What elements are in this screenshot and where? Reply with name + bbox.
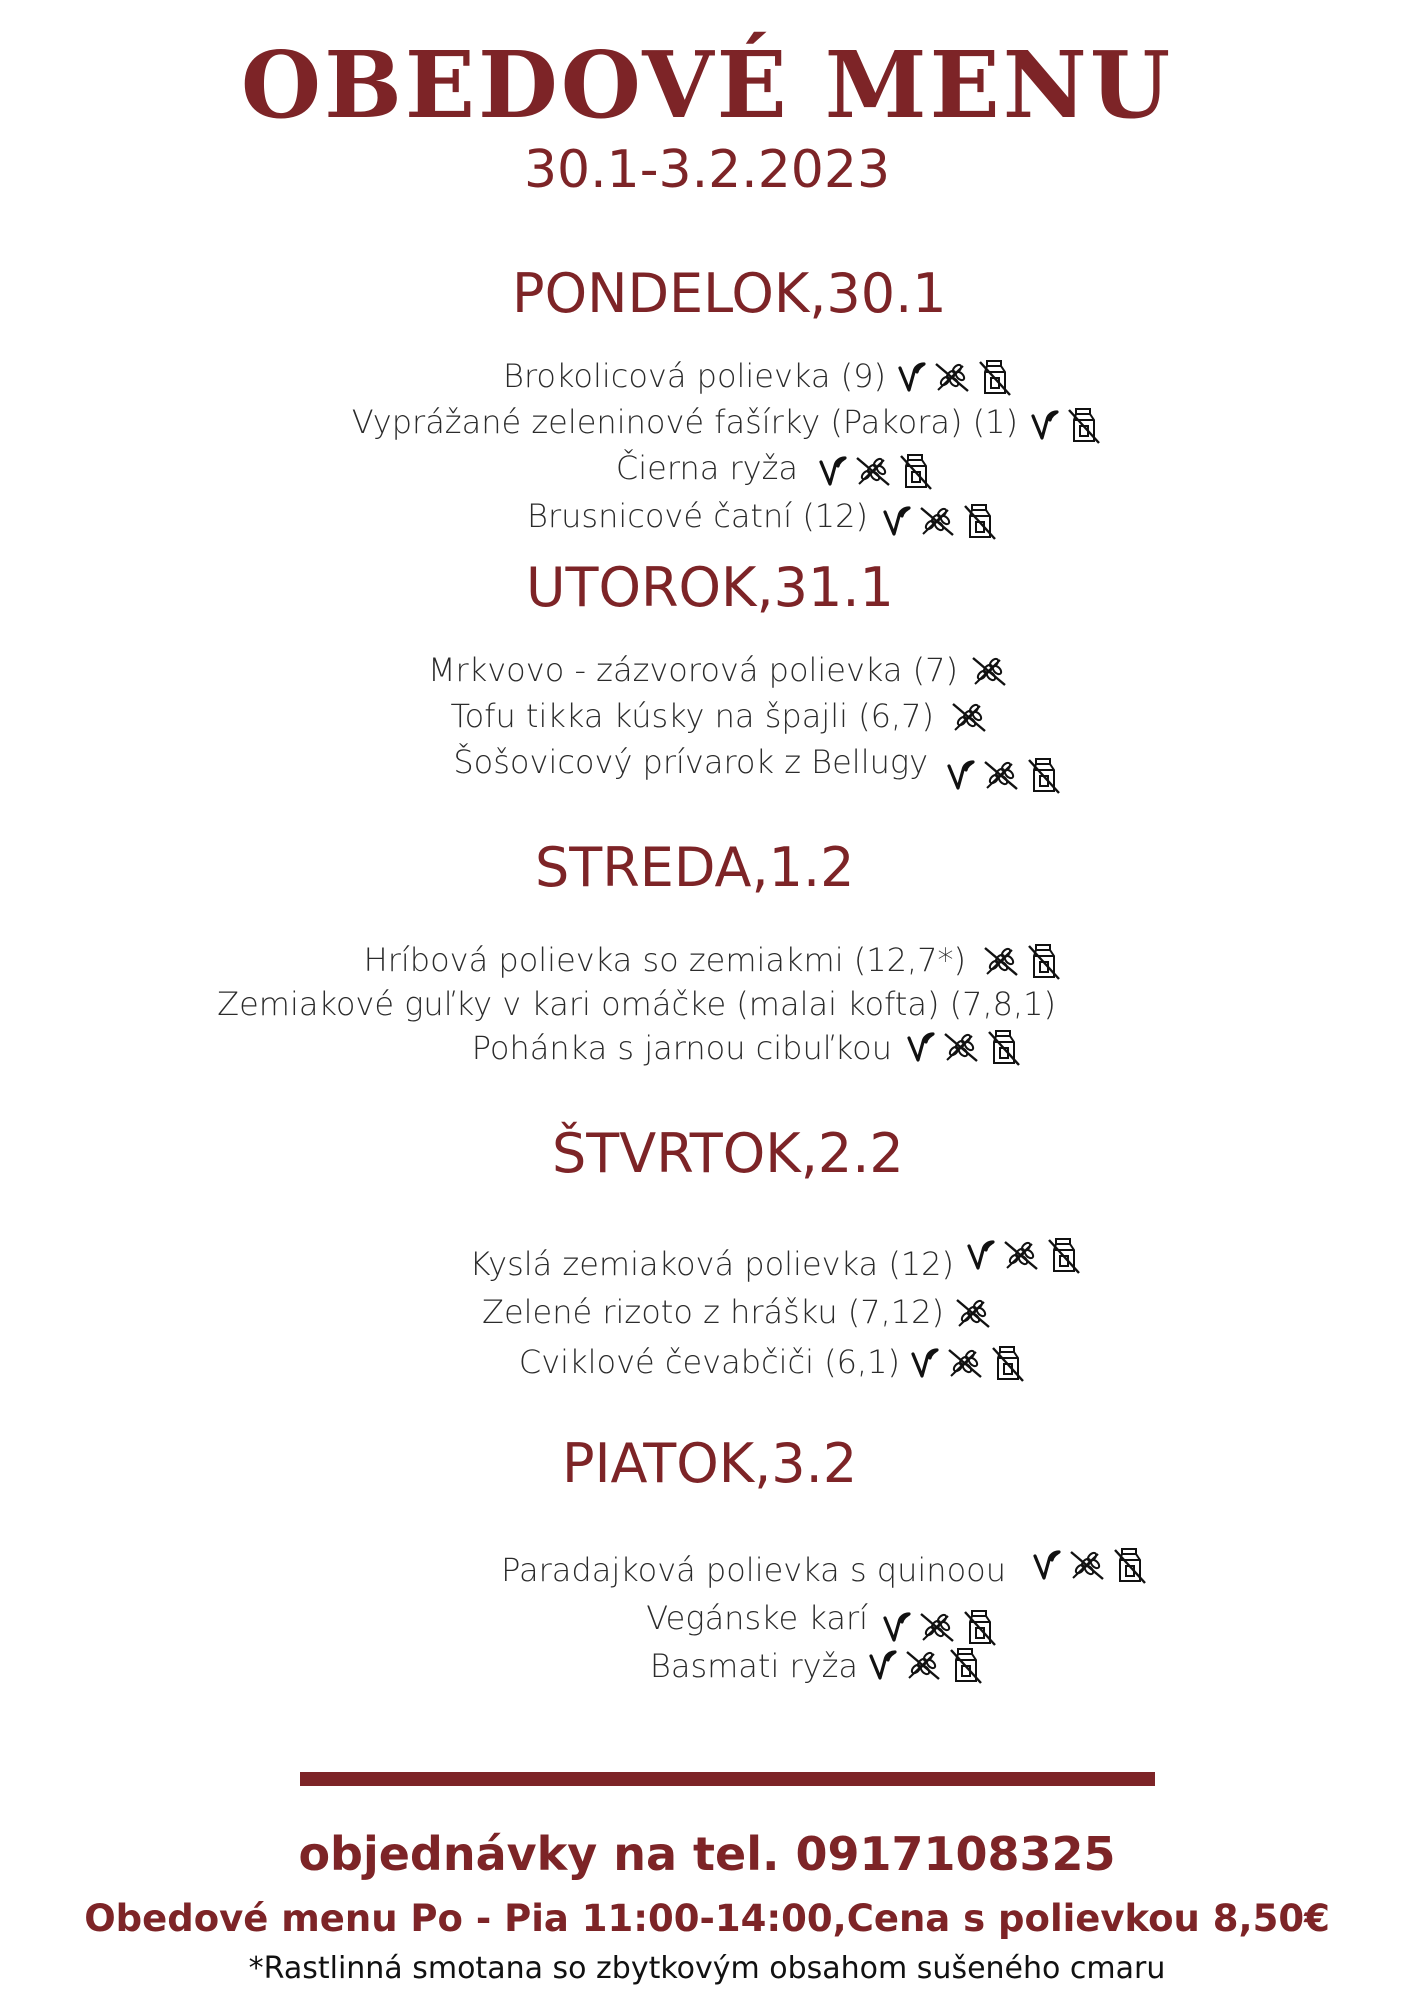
gluten-free-icon [954,1296,992,1330]
dish-icons [970,648,1008,694]
lactose-free-icon [1112,1545,1148,1585]
day-heading-tuesday: UTOROK,31.1 [526,556,894,619]
lactose-free-icon [990,1343,1026,1383]
vegan-icon [897,360,927,394]
gluten-free-icon [1002,1238,1040,1272]
dish-icons [966,1232,1082,1278]
gluten-free-icon [946,1346,984,1380]
dish-icons [1030,402,1102,448]
dish-item: Cviklové čevabčiči (6,1) [518,1343,900,1381]
vegan-icon [1032,1548,1062,1582]
vegan-icon [906,1030,936,1064]
vegan-icon [882,1610,912,1644]
vegan-icon [882,504,912,538]
gluten-free-icon [1068,1548,1106,1582]
lactose-free-icon [948,1645,984,1685]
gluten-free-icon [982,758,1020,792]
gluten-free-icon [970,654,1008,688]
dish-item: Basmati ryža [649,1647,858,1685]
lactose-free-icon [1026,755,1062,795]
day-heading-wednesday: STREDA,1.2 [535,836,855,899]
lactose-free-icon [1026,941,1062,981]
lactose-free-icon [977,357,1013,397]
lactose-free-icon [962,501,998,541]
day-heading-friday: PIATOK,3.2 [562,1432,858,1495]
gluten-free-icon [950,700,988,734]
dish-icons [906,1024,1022,1070]
dish-icons [910,1340,1026,1386]
gluten-free-icon [933,360,971,394]
dish-item: Pohánka s jarnou cibuľkou [471,1029,892,1067]
dish-icons [818,448,934,494]
vegan-icon [966,1238,996,1272]
lactose-free-icon [986,1027,1022,1067]
vegan-icon [1030,408,1060,442]
dish-icons [982,938,1062,984]
dish-item: Kyslá zemiaková polievka (12) [469,1245,954,1283]
dish-item: Šošovicový prívarok z Bellugy [453,743,928,781]
dish-item: Vyprážané zeleninové fašírky (Pakora) (1) [351,403,1018,441]
gluten-free-icon [854,454,892,488]
dish-item: Hríbová polievka so zemiakmi (12,7*) [363,941,966,979]
vegan-icon [868,1648,898,1682]
vegan-icon [946,758,976,792]
gluten-free-icon [904,1648,942,1682]
dish-icons [954,1290,992,1336]
gluten-free-icon [982,944,1020,978]
dish-icons [950,694,988,740]
vegan-icon [910,1346,940,1380]
day-heading-monday: PONDELOK,30.1 [512,262,947,325]
dish-item: Brusnicové čatní (12) [527,497,868,535]
dish-icons [897,354,1013,400]
dish-icons [882,498,998,544]
dish-item: Čierna ryža [615,449,798,487]
dish-item: Tofu tikka kúsky na špajli (6,7) [450,697,934,735]
dish-icons [868,1642,984,1688]
lactose-free-icon [898,451,934,491]
dish-icons [946,752,1062,798]
dish-item: Mrkvovo - zázvorová polievka (7) [427,651,958,689]
vegan-icon [818,454,848,488]
page-title: OBEDOVÉ MENU [240,31,1174,139]
footnote: *Rastlinná smotana so zbytkovým obsahom sušeného cmaru [248,1951,1166,1986]
gluten-free-icon [918,1610,956,1644]
dish-item: Brokolicová polievka (9) [503,357,886,395]
hours-price-line: Obedové menu Po - Pia 11:00-14:00,Cena s polievkou 8,50€ [84,1897,1330,1940]
gluten-free-icon [942,1030,980,1064]
order-phone-line: objednávky na tel. 0917108325 [298,1827,1116,1881]
lactose-free-icon [1066,405,1102,445]
dish-item: Vegánske karí [646,1599,868,1637]
dish-icons [1032,1542,1148,1588]
date-range: 30.1-3.2.2023 [523,140,891,200]
dish-item: Zemiakové guľky v kari omáčke (malai kofta) (7,8,1) [217,985,1056,1023]
lactose-free-icon [1046,1235,1082,1275]
day-heading-thursday: ŠTVRTOK,2.2 [552,1122,904,1185]
dish-item: Paradajková polievka s quinoou [501,1551,1006,1589]
footer-divider [300,1772,1155,1786]
gluten-free-icon [918,504,956,538]
dish-item: Zelené rizoto z hrášku (7,12) [482,1293,944,1331]
lactose-free-icon [962,1607,998,1647]
